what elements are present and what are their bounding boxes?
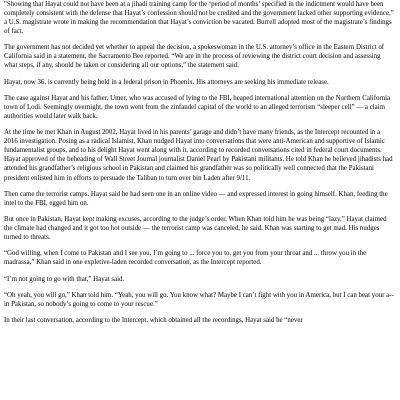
article-paragraph: “I’m not going to go with that,” Hayat said.	[4, 275, 125, 283]
article-body	[4, 0, 394, 332]
article-paragraph: In their last conversation, according to the Intercept, which obtained all the recordings, Hayat said he “never	[4, 317, 303, 325]
article-paragraph: “Oh yeah, you will go,” Khan told him. “Yeah, you will go. You know what? Maybe I can’t fight with you in America, but I can beat your a-- in Pakistan, so nobody’s going to come to your rescue.”	[4, 291, 394, 308]
article-paragraph: But once in Pakistan, Hayat kept making excuses, according to the judge’s order. When Khan told him he was being “lazy,” Hayat claimed the climate had changed and it got too hot outside — the terrorist camp was canceled, he said. Khan was starting to get mad. His nudges turned to threats.	[4, 216, 387, 242]
article-paragraph: Then came the terrorist camps. Hayat said he had seen one in an online video — and expressed interest in going himself. Khan, feeding the intel to the FBI, egged him on.	[4, 190, 388, 207]
article-paragraph: “God willing, when I come to Pakistan and I see you, I’m going to ... force you to, get you from your throat and ... throw you in the madrassa,” Khan said in one expletive-laden recorded conversation, as the Intercept reported.	[4, 250, 367, 267]
article-paragraph: "Showing that Hayat could not have been at a jihadi training camp for the ‘period of months’ specified in the indictment would have been completely consistent with the defense that Hayat’s confession should not be credited and the government lacked other supporting evidence,” a U.S. magistrate wrote in making the recommendation that Hayat’s conviction be vacated. Burrell adopted most of the magistrate’s findings of fact.	[4, 1, 394, 36]
article-paragraph: The government has not decided yet whether to appeal the decision, a spokeswoman in the U.S. attorney’s office in the Eastern District of California said in a statement, the Sacramento Bee reported. “We are in the process of reviewing the district court decision and assessing what steps, if any, should be taken or considering all our options,” the statement said.	[4, 44, 385, 70]
article-paragraph: The case against Hayat and his father, Umer, who was accused of lying to the FBI, heaped international attention on the Northern California town of Lodi. Seemingly overnight, the town went from the zinfandel capital of the world to an alleged terrorism “sleeper cell” — a claim authorities would later walk back.	[4, 94, 391, 121]
article-paragraph: Hayat, now 36, is currently being held in a federal prison in Phoenix. His attorneys are seeking his immediate release.	[4, 78, 329, 86]
article-paragraph: At the time he met Khan in August 2002, Hayat lived in his parents’ garage and didn’t have many friends, as the Intercept recounted in a 2016 investigation. Posing as a radical Islamist, Khan nudged Hayat into conversations that were anti-American and supportive of Islamic fundamentalist groups, and to his delight Hayat went along with it, according to recorded conversations cited in federal court documents. Hayat approved of the beheading of Wall Street Journal journalist Daniel Pearl by Pakistani militants. He told Khan he believed jihadists had attended his grandfather’s religious school in Pakistan and claimed his grandfather was so politically well connected that the Pakistani president enlisted him in efforts to persuade the Taliban to turn over bin Laden after 9/11.	[4, 129, 393, 182]
